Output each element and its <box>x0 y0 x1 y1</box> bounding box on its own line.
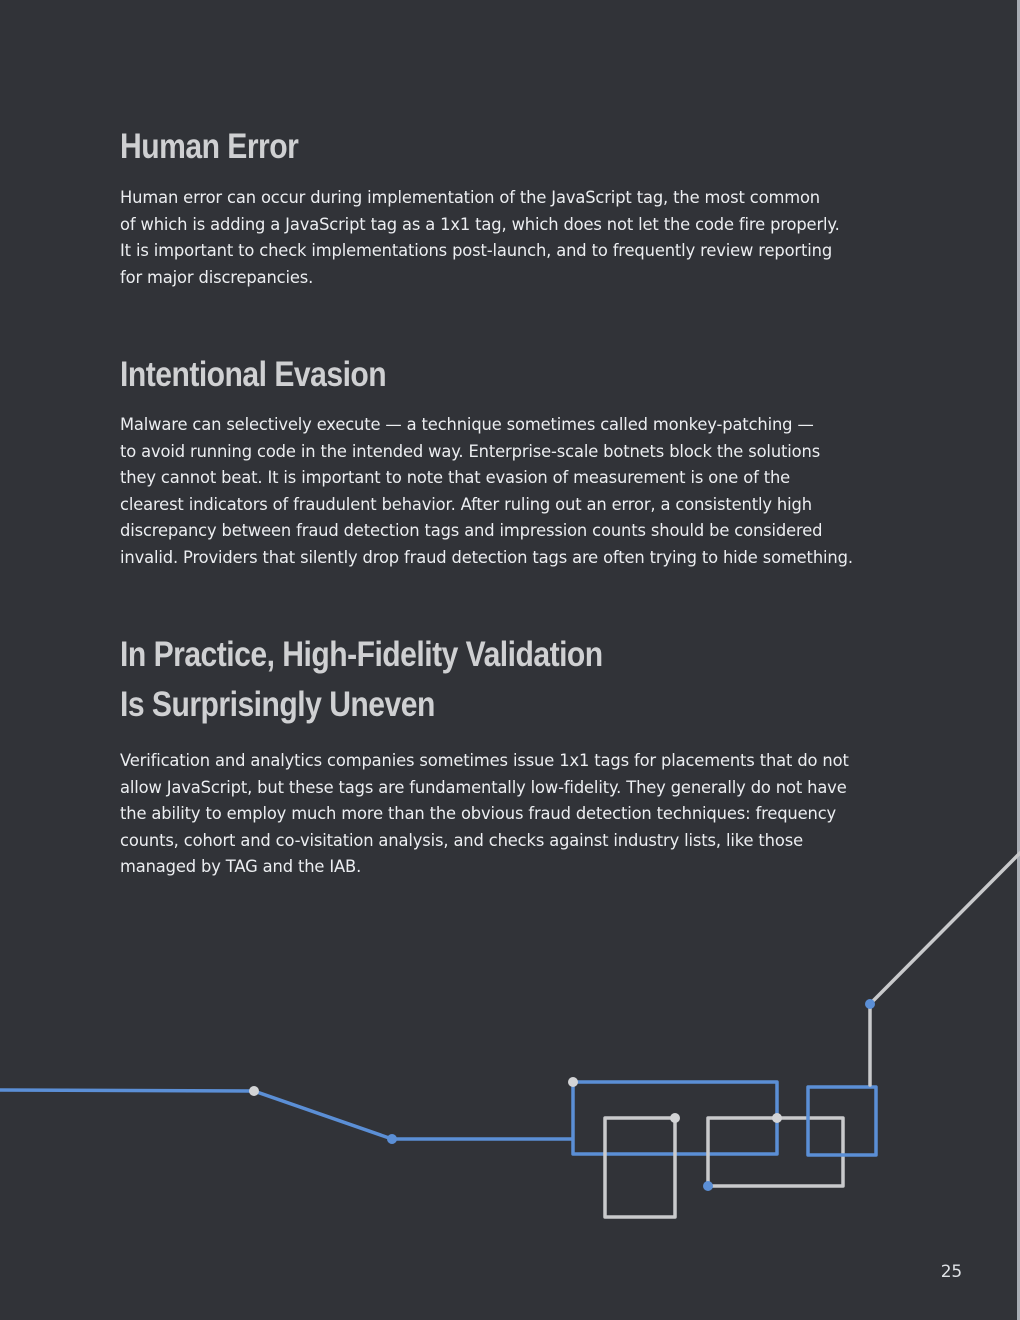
body-line: of which is adding a JavaScript tag as a 1x1 tag, which does not let the code fire properly. <box>120 214 840 235</box>
gray-node <box>670 1113 680 1123</box>
body-line: counts, cohort and co-visitation analysis, and checks against industry lists, like those <box>120 830 803 851</box>
gray-node <box>772 1113 782 1123</box>
heading-line: In Practice, High-Fidelity Validation <box>120 635 603 674</box>
gray-node <box>568 1077 578 1087</box>
body-line: discrepancy between fraud detection tags and impression counts should be considered <box>120 521 823 541</box>
gray-node <box>249 1086 259 1096</box>
body-line: Human error can occur during implementation of the JavaScript tag, the most common <box>120 188 820 208</box>
body-line: to avoid running code in the intended way. Enterprise-scale botnets block the solutions <box>120 441 821 462</box>
body-line: they cannot beat. It is important to note that evasion of measurement is one of the <box>120 468 791 488</box>
section-heading: Intentional Evasion <box>120 355 387 394</box>
gray-frame-tall <box>605 1118 675 1217</box>
section-heading: Human Error <box>120 127 299 166</box>
body-line: Verification and analytics companies sometimes issue 1x1 tags for placements that do not <box>120 751 849 771</box>
blue-node <box>703 1181 713 1191</box>
body-line: for major discrepancies. <box>120 267 314 288</box>
body-line: invalid. Providers that silently drop fraud detection tags are often trying to hide something. <box>120 547 853 568</box>
blue-node <box>865 999 875 1009</box>
body-line: allow JavaScript, but these tags are fundamentally low-fidelity. They generally do not have <box>120 777 847 798</box>
heading-line: Is Surprisingly Uneven <box>120 685 435 724</box>
body-line: clearest indicators of fraudulent behavior. After ruling out an error, a consistently high <box>120 494 812 515</box>
blue-signal-line <box>0 1090 572 1139</box>
body-line: Malware can selectively execute — a technique sometimes called monkey-patching — <box>120 415 814 435</box>
body-line: the ability to employ much more than the obvious fraud detection techniques: frequency <box>120 804 837 824</box>
body-line: It is important to check implementations post-launch, and to frequently review reporting <box>120 241 833 261</box>
gray-rising-line <box>870 853 1020 1085</box>
body-line: managed by TAG and the IAB. <box>120 857 362 877</box>
blue-node <box>387 1134 397 1144</box>
page-number: 25 <box>940 1262 962 1282</box>
